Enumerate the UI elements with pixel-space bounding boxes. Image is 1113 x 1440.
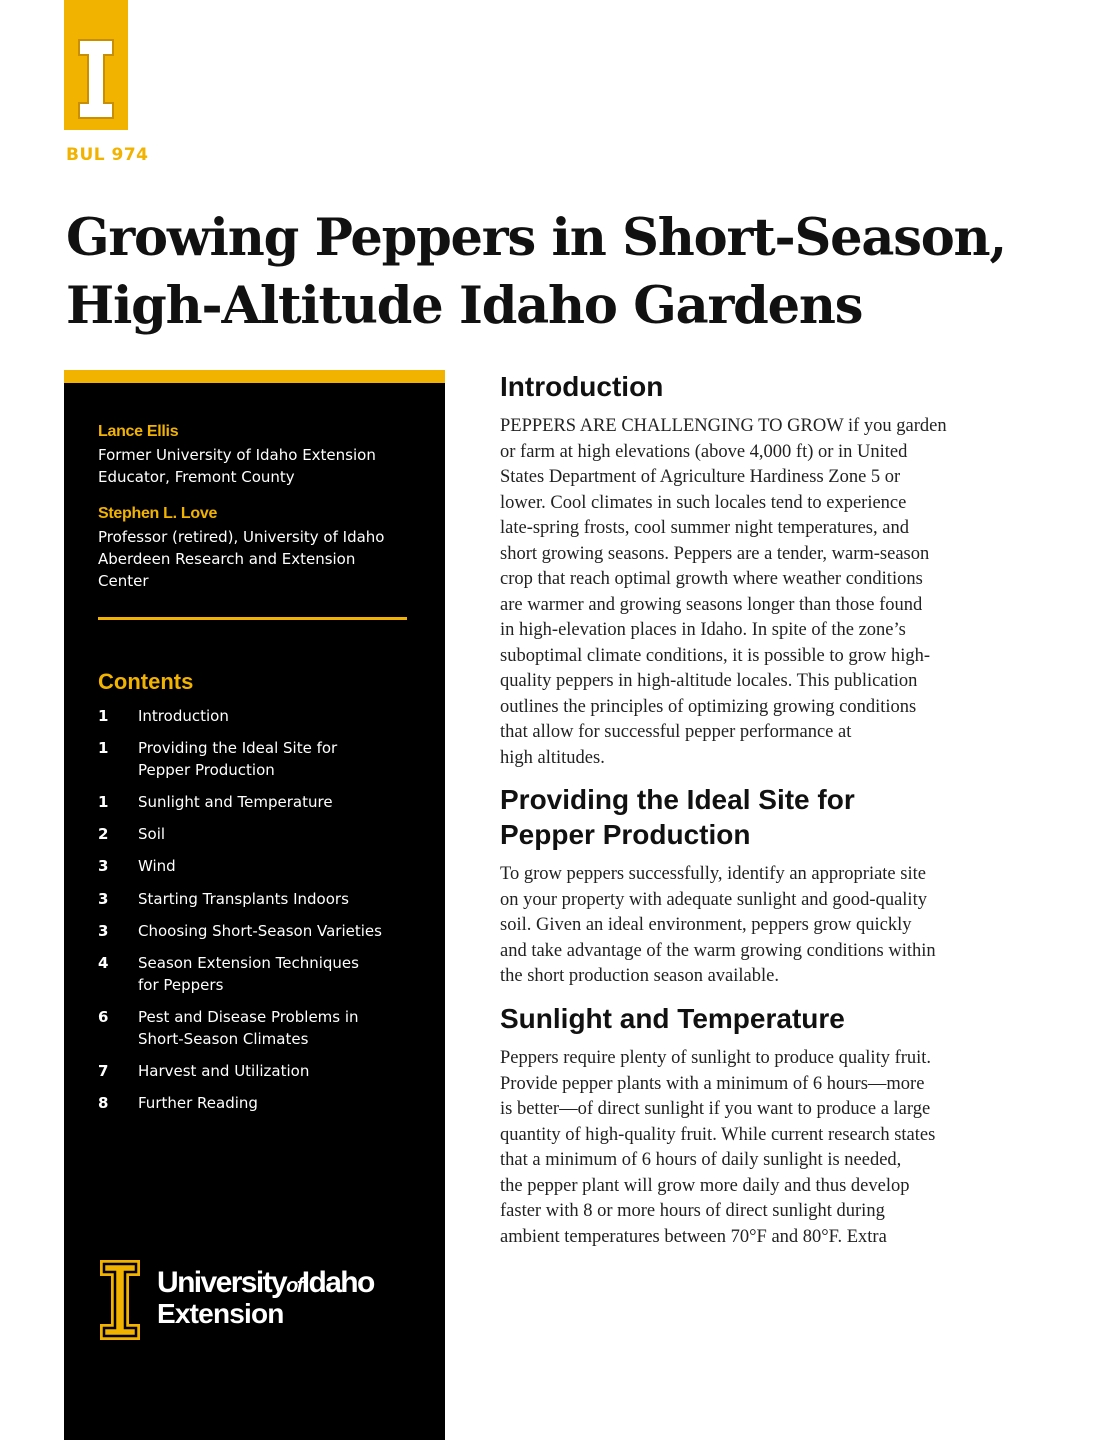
section-heading-introduction: Introduction <box>500 371 664 402</box>
title-line: High-Altitude Idaho Gardens <box>66 276 863 336</box>
logo-extension-text: Extension <box>157 1298 284 1329</box>
toc-label: Pest and Disease Problems in Short-Season Climates <box>138 1008 359 1048</box>
section-body-introduction: PEPPERS ARE CHALLENGING TO GROW if you garden or farm at high elevations (above 4,000 ft) or in United States Department of Agriculture Hardiness Zone 5 or lower. Cool climates in such locales tend to experience late-spring frosts, cool summer night temperatures, and short growing seasons. Peppers are a tender, warm-season crop that reach optimal growth where weather conditions are warmer and growing seasons longer than those found in high-elevation places in Idaho. In spite of the zone’s suboptimal climate conditions, it is possible to grow high- quality peppers in high-altitude locales. This publication outlines the principles of optimizing growing conditions that allow for successful pepper performance at high altitudes. <box>500 416 947 768</box>
toc-label: Wind <box>138 857 176 875</box>
divider <box>98 617 407 620</box>
section-body-sunlight: Peppers require plenty of sunlight to produce quality fruit. Provide pepper plants with a minimum of 6 hours—more is better—of direct sunlight if you want to produce a large quantity of high-quality fruit. While current research states that a minimum of 6 hours of daily sunlight is needed, the pepper plant will grow more daily and thus develop faster with 8 or more hours of direct sunlight during ambient temperatures between 70°F and 80°F. Extra <box>500 1048 936 1247</box>
toc-page-number: 8 <box>98 1094 109 1112</box>
toc-page-number: 3 <box>98 857 109 875</box>
toc-label: Harvest and Utilization <box>138 1062 310 1080</box>
toc-label: Introduction <box>138 707 229 725</box>
toc-label: Providing the Ideal Site for Pepper Production <box>138 739 338 779</box>
toc-page-number: 1 <box>98 707 109 725</box>
sidebar-accent-bar <box>64 370 445 383</box>
toc-label: Choosing Short-Season Varieties <box>138 922 382 940</box>
author-name: Stephen L. Love <box>98 505 218 522</box>
logo-tab <box>64 0 128 130</box>
toc-page-number: 6 <box>98 1008 109 1026</box>
page-title <box>66 204 1066 340</box>
section-heading-sunlight: Sunlight and Temperature <box>500 1003 845 1034</box>
logo-wordmark: UniversityofIdaho <box>157 1266 374 1299</box>
toc-page-number: 3 <box>98 890 109 908</box>
toc-label: Further Reading <box>138 1094 258 1112</box>
toc-page-number: 3 <box>98 922 109 940</box>
toc-page-number: 2 <box>98 825 109 843</box>
university-i-logo-icon <box>98 1258 142 1342</box>
toc-label: Sunlight and Temperature <box>138 793 333 811</box>
toc-page-number: 7 <box>98 1062 109 1080</box>
toc-label: Soil <box>138 825 166 843</box>
title-line: Growing Peppers in Short-Season, <box>66 208 1006 268</box>
bulletin-number: BUL 974 <box>66 145 149 165</box>
toc-page-number: 1 <box>98 793 109 811</box>
author-role: Professor (retired), University of Idaho Aberdeen Research and Extension Center <box>98 528 385 590</box>
toc-label: Season Extension Techniques for Peppers <box>138 954 359 994</box>
toc-label: Starting Transplants Indoors <box>138 890 349 908</box>
toc-page-number: 1 <box>98 739 109 757</box>
university-i-icon <box>77 38 115 120</box>
section-heading-ideal-site: Providing the Ideal Site for Pepper Production <box>500 784 855 850</box>
author-role: Former University of Idaho Extension Educator, Fremont County <box>98 446 376 486</box>
author-name: Lance Ellis <box>98 423 179 440</box>
toc-page-number: 4 <box>98 954 109 972</box>
contents-heading: Contents <box>98 669 194 694</box>
section-body-ideal-site: To grow peppers successfully, identify an appropriate site on your property with adequate sunlight and good-quality soil. Given an ideal environment, peppers grow quickly and take advantage of the warm growing conditions within the short production season available. <box>500 864 936 986</box>
